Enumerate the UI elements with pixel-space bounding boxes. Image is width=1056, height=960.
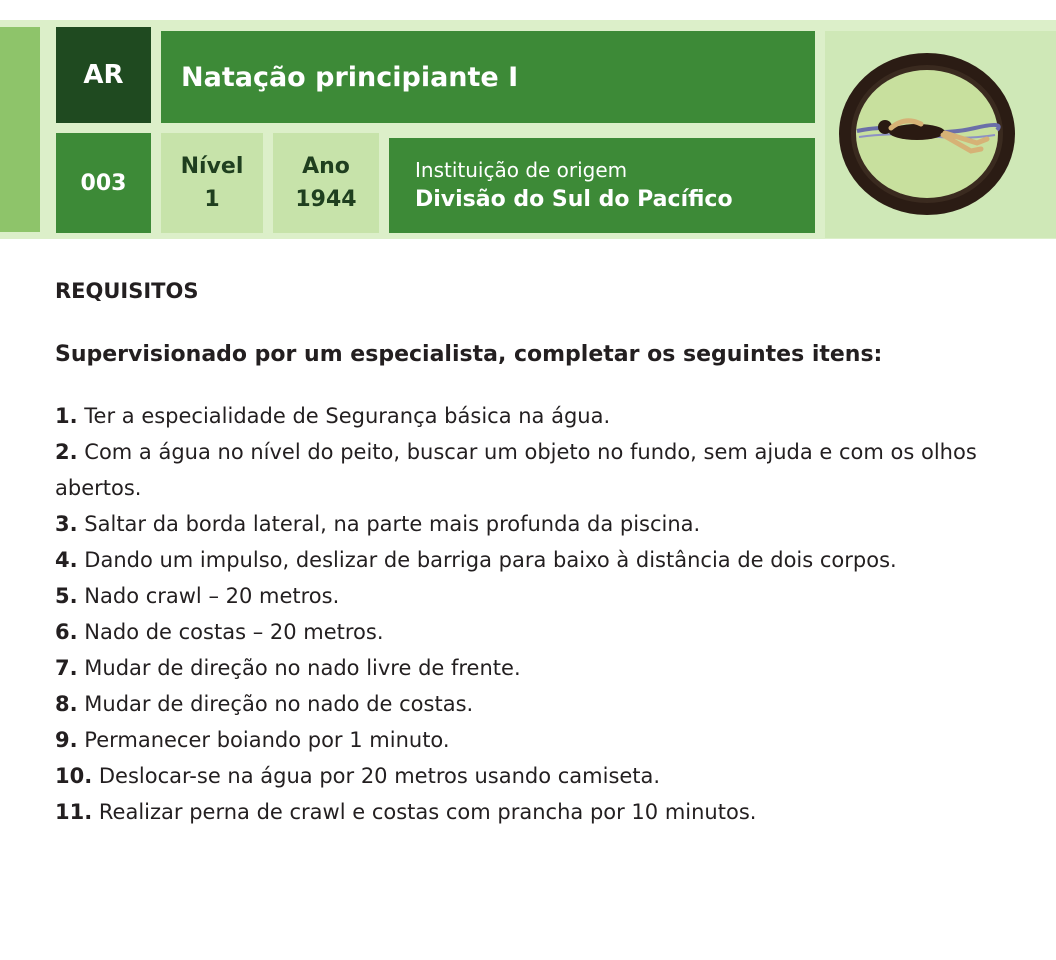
origin-label: Instituição de origem: [415, 157, 628, 182]
list-item-number: 8.: [55, 692, 78, 716]
list-item: [55, 542, 1055, 578]
list-item-text: Mudar de direção no nado livre de frente.: [84, 656, 521, 680]
list-item-number: 9.: [55, 728, 78, 752]
year-box: [273, 133, 379, 233]
list-item-number: 4.: [55, 548, 78, 572]
section-title: REQUISITOS: [55, 279, 199, 303]
list-item: [55, 686, 1055, 722]
left-color-strip: [0, 27, 40, 232]
list-item-text: Realizar perna de crawl e costas com prancha por 10 minutos.: [98, 800, 757, 824]
list-item-number: 1.: [55, 404, 78, 428]
badge-panel: [825, 31, 1056, 238]
list-item-number: 11.: [55, 800, 93, 824]
level-box: [161, 133, 263, 233]
list-item-number: 2.: [55, 440, 78, 464]
list-item-text: Deslocar-se na água por 20 metros usando camiseta.: [98, 764, 661, 788]
list-item-text: Permanecer boiando por 1 minuto.: [84, 728, 450, 752]
specialty-number-text: 003: [80, 170, 127, 196]
year-value: 1944: [295, 187, 357, 212]
swimmer-badge-icon: [825, 31, 1056, 238]
instruction-text: Supervisionado por um especialista, completar os seguintes itens:: [55, 342, 883, 367]
origin-value: Divisão do Sul do Pacífico: [415, 186, 733, 212]
list-item: [55, 506, 1055, 542]
list-item-text: Saltar da borda lateral, na parte mais profunda da piscina.: [84, 512, 701, 536]
list-item: [55, 614, 1055, 650]
requirements-list: [55, 398, 1055, 830]
list-item-text: Dando um impulso, deslizar de barriga para baixo à distância de dois corpos.: [84, 548, 897, 572]
list-item-number: 6.: [55, 620, 78, 644]
level-label: Nível: [180, 154, 244, 179]
year-label: Ano: [302, 154, 350, 179]
origin-box: [389, 138, 815, 233]
list-item-number: 3.: [55, 512, 78, 536]
list-item: [55, 434, 1055, 506]
list-item-number: 5.: [55, 584, 78, 608]
list-item: [55, 578, 1055, 614]
category-code: [56, 27, 151, 123]
list-item-text: Mudar de direção no nado de costas.: [84, 692, 474, 716]
page-title-text: Natação principiante I: [181, 61, 519, 93]
specialty-number: [56, 133, 151, 233]
list-item-text: Ter a especialidade de Segurança básica na água.: [84, 404, 611, 428]
list-item: [55, 794, 1055, 830]
list-item: [55, 650, 1055, 686]
list-item-number: 7.: [55, 656, 78, 680]
list-item: [55, 398, 1055, 434]
list-item-text: Nado de costas – 20 metros.: [84, 620, 384, 644]
category-code-text: AR: [83, 60, 124, 90]
level-value: 1: [204, 187, 220, 212]
list-item-number: 10.: [55, 764, 93, 788]
list-item-text: Com a água no nível do peito, buscar um objeto no fundo, sem ajuda e com os olhos abertos.: [55, 440, 977, 500]
list-item-text: Nado crawl – 20 metros.: [84, 584, 340, 608]
list-item: [55, 758, 1055, 794]
list-item: [55, 722, 1055, 758]
page-title: [161, 31, 815, 123]
